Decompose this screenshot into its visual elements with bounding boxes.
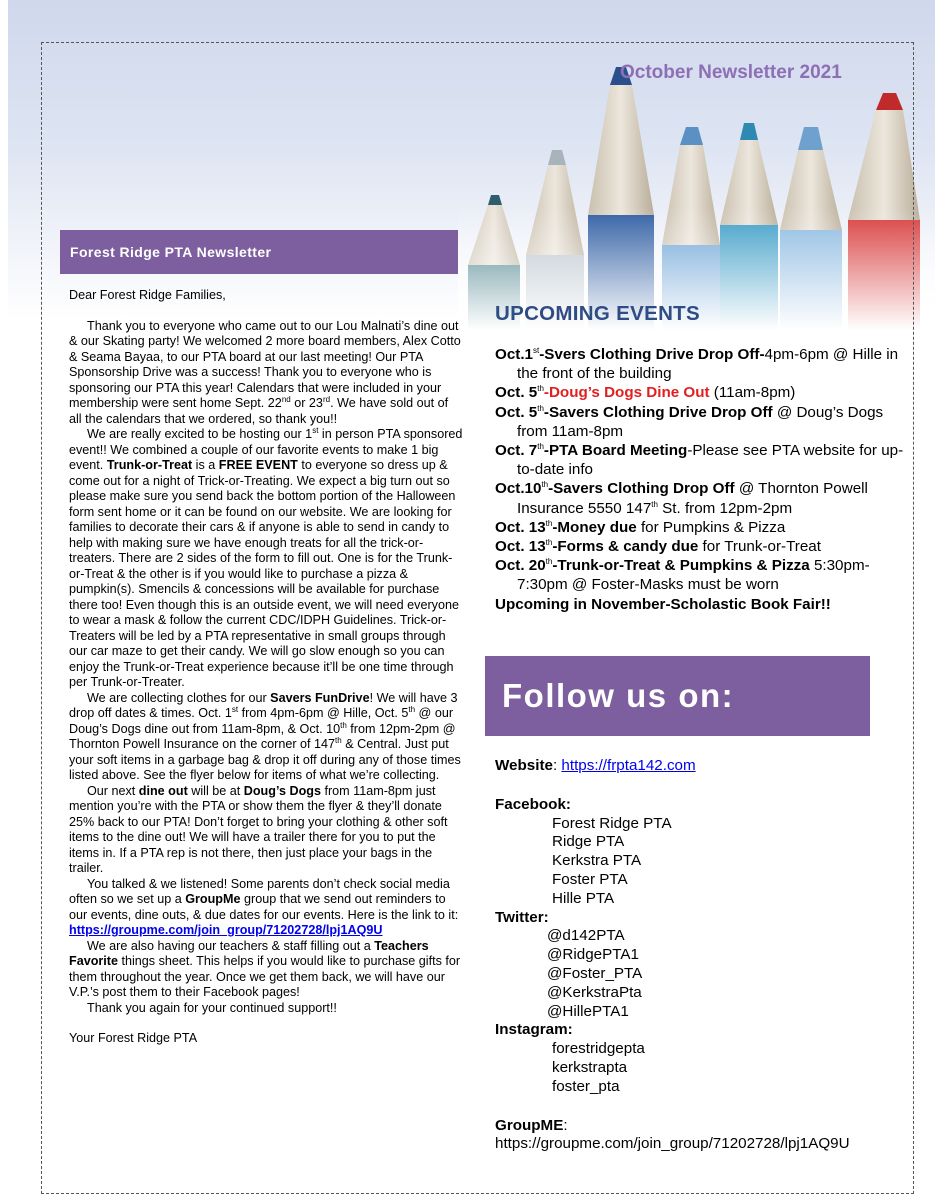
website-row: Website: https://frpta142.com [495, 757, 696, 774]
facebook-account: Hille PTA [552, 889, 615, 907]
facebook-account: Ridge PTA [552, 833, 625, 851]
groupme-label: GroupME [495, 1116, 564, 1134]
event-item: Oct. 5th-Savers Clothing Drive Drop Off @ Doug’s Dogs from 11am-8pm [495, 403, 884, 440]
groupme-row: GroupME: [495, 1116, 568, 1134]
facebook-label: Facebook: [495, 795, 571, 813]
newsletter-page [8, 0, 935, 1194]
facebook-account: Kerkstra PTA [552, 852, 642, 870]
facebook-account: Foster PTA [552, 870, 628, 888]
twitter-account: @KerkstraPta [547, 983, 642, 1001]
letter-paragraph-dine-out: Our next dine out will be at Doug’s Dogs from 11am-8pm just mention you’re with the PTA or show them the flyer & they’ll donate 25% back to our PTA! Don’t forget to bring your clothing & other soft items to the dine out! We will have a trailer there for you to put the items in. If a PTA rep is not there, then just place your bags in the trailer. [69, 783, 448, 875]
website-label: Website [495, 757, 553, 774]
event-item: Oct. 7th-PTA Board Meeting-Please see PTA website for up-to-date info [495, 441, 904, 479]
twitter-label: Twitter: [495, 908, 549, 926]
instagram-account: forestridgepta [552, 1040, 645, 1058]
events-list [495, 345, 905, 614]
letter-signoff: Your Forest Ridge PTA [69, 1031, 198, 1045]
pta-newsletter-header: Forest Ridge PTA Newsletter [60, 230, 458, 274]
event-item: Upcoming in November-Scholastic Book Fair!! [495, 595, 831, 613]
letter-paragraph-savers: We are collecting clothes for our Savers FunDrive! We will have 3 drop off dates & times. Oct. 1st from 4pm-6pm @ Hille, Oct. 5th @ our Doug’s Dogs dine out from 11am-8pm, & Oct. 10th from 12pm-2pm @ Thornton Powell Insurance on the corner of 147th & Central. Just put your soft items in a garbage bag & drop it off during any of those times listed above. See the flyer below for items of what we’re collecting. [69, 690, 461, 782]
twitter-account: @RidgePTA1 [547, 946, 639, 964]
event-item: Oct. 20th-Trunk-or-Treat & Pumpkins & Pizza 5:30pm-7:30pm @ Foster-Masks must be worn [495, 557, 870, 594]
twitter-account: @d142PTA [547, 927, 625, 945]
instagram-account: kerkstrapta [552, 1058, 628, 1076]
event-item: Oct. 13th-Money due for Pumpkins & Pizza [495, 518, 786, 536]
event-item: Oct. 13th-Forms & candy due for Trunk-or-Treat [495, 537, 821, 556]
letter-paragraph-trunk-or-treat: We are really excited to be hosting our 1st in person PTA sponsored event!! We combined a couple of our favorite events to make 1 big event. Trunk-or-Treat is a FREE EVENT to everyone so dress up & come out for a night of Trick-or-Treating. We expect a big turn out so please make sure you send back the bottom portion of the Halloween form sent home or it can be found on our website. We are looking for families to decorate their cars & if anyone is able to send in candy to help with making sure we have enough treats for all the trick-or-treaters. There are 2 sides of the form to fill out. One is for the Trunk-or-Treat & the other is if you would like to purchase a pizza & pumpkin(s). Smencils & concessions will be available for purchase there too! Even though this is an outside event, we will need everyone to wear a mask & follow the current CDC/IDPH Guidelines. Trick-or-Treaters will be led by a PTA representative in small groups through our car maze to get their candy. We will go slow enough so you can enjoy the Trunk-or-Treat experience because it’ll be one time through per Trunk-or-Treater. [69, 425, 463, 689]
letter-body [69, 288, 464, 1047]
instagram-account: foster_pta [552, 1077, 620, 1095]
website-link[interactable]: https://frpta142.com [561, 757, 696, 774]
letter-paragraph-teachers: We are also having our teachers & staff filling out a Teachers Favorite things sheet. This helps if you would like to purchase gifts for them throughout the year. Once we get them back, we will have our V.P.’s post them to their Facebook pages! [69, 938, 461, 999]
event-item: Oct.1st-Svers Clothing Drive Drop Off-4pm-6pm @ Hille in the front of the building [495, 345, 899, 383]
letter-paragraph-closing: Thank you again for your continued support!! [87, 1000, 337, 1015]
groupme-link[interactable]: https://groupme.com/join_group/71202728/lpj1AQ9U [69, 923, 383, 937]
letter-paragraph-groupme: You talked & we listened! Some parents don’t check social media often so we set up a GroupMe group that we send out reminders to our events, dine outs, & due dates for our events. Here is the link to it: [69, 876, 459, 922]
follow-us-banner: Follow us on: [485, 656, 870, 736]
instagram-label: Instagram: [495, 1021, 573, 1039]
groupme-url: https://groupme.com/join_group/71202728/lpj1AQ9U [495, 1135, 850, 1153]
letter-greeting: Dear Forest Ridge Families, [69, 288, 226, 302]
event-item: Oct.10th-Savers Clothing Drop Off @ Thornton Powell Insurance 5550 147th St. from 12pm-2pm [495, 480, 868, 517]
event-item: Oct. 5th-Doug’s Dogs Dine Out (11am-8pm) [495, 384, 796, 402]
facebook-account: Forest Ridge PTA [552, 814, 672, 832]
newsletter-title: October Newsletter 2021 [620, 62, 842, 83]
twitter-account: @HillePTA1 [547, 1002, 629, 1020]
upcoming-events-title: UPCOMING EVENTS [495, 302, 700, 325]
letter-paragraph-thanks: Thank you to everyone who came out to our Lou Malnati’s dine out & our Skating party! We welcomed 2 more board members, Alex Cotto & Seama Bayaa, to our PTA board at our last meeting! Our PTA Sponsorship Drive was a success! Thank you to everyone who is sponsoring our PTA this year! Calendars that were included in your membership were sent home Sept. 22nd or 23rd. We have sold out of all the calendars that we ordered, so thank you!! [69, 318, 461, 426]
social-links [495, 757, 905, 1154]
twitter-account: @Foster_PTA [547, 964, 643, 982]
